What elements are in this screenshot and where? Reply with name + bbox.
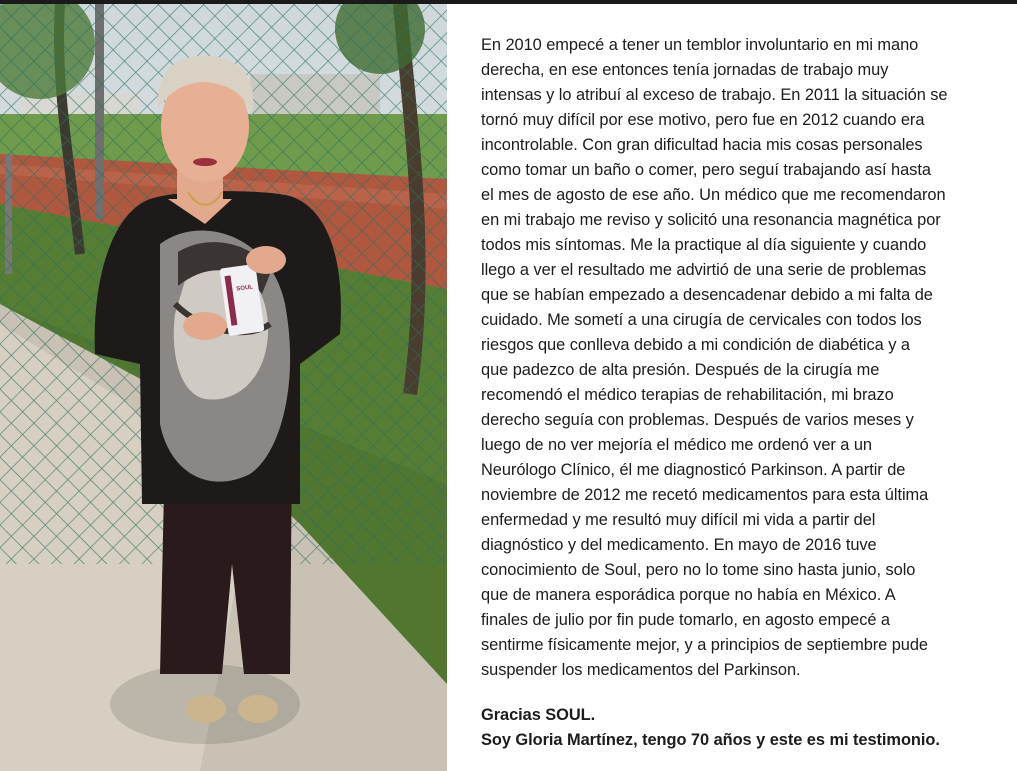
story-line: finales de julio por fin pude tomarlo, en agosto empecé a [481,611,890,629]
story-line: intensas y lo atribuí al exceso de trabajo. En 2011 la situación se [481,86,948,104]
testimonial-photo [0,4,447,771]
story-line: suspender los medicamentos del Parkinson. [481,661,801,679]
story-line: incontrolable. Con gran dificultad hacia mis cosas personales [481,136,923,154]
story-line: conocimiento de Soul, pero no lo tome sino hasta junio, solo [481,561,916,579]
product-label: SOUL [236,284,254,293]
story-line: tornó muy difícil por ese motivo, pero fue en 2012 cuando era [481,111,925,129]
story-paragraph [481,33,1003,683]
testimonial-text [481,33,1003,753]
story-line: noviembre de 2012 me recetó medicamentos para esta última [481,486,929,504]
story-line: enfermedad y me resultó muy difícil mi vida a partir del [481,511,876,529]
story-line: diagnóstico y del medicamento. En mayo de 2016 tuve [481,536,877,554]
story-line: que de manera esporádica porque no había en México. A [481,586,896,604]
story-line: como tomar un baño o comer, pero seguí trabajando así hasta [481,161,931,179]
story-line: riesgos que conlleva debido a mi condición de diabética y a [481,336,910,354]
story-line: que se habían empezado a desencadenar debido a mi falta de [481,286,933,304]
story-line: en mi trabajo me reviso y solicitó una resonancia magnética por [481,211,941,229]
story-line: que padezco de alta presión. Después de la cirugía me [481,361,880,379]
story-line: cuidado. Me sometí a una cirugía de cervicales con todos los [481,311,922,329]
signature-line: Soy Gloria Martínez, tengo 70 años y este es mi testimonio. [481,731,940,749]
story-line: recomendó el médico terapias de rehabilitación, mi brazo [481,386,894,404]
story-line: En 2010 empecé a tener un temblor involuntario en mi mano [481,36,919,54]
story-line: Neurólogo Clínico, él me diagnosticó Parkinson. A partir de [481,461,906,479]
closing-block [481,703,1003,753]
story-line: derecha, en ese entonces tenía jornadas de trabajo muy [481,61,889,79]
story-line: derecho seguía con problemas. Después de varios meses y [481,411,914,429]
story-line: el mes de agosto de ese año. Un médico que me recomendaron [481,186,946,204]
story-line: sentirme físicamente mejor, y a principios de septiembre pude [481,636,928,654]
story-line: luego de no ver mejoría el médico me ordenó ver a un [481,436,873,454]
story-line: llego a ver el resultado me advirtió de una serie de problemas [481,261,927,279]
story-line: todos mis síntomas. Me la practique al día siguiente y cuando [481,236,927,254]
thanks-line: Gracias SOUL. [481,706,596,724]
